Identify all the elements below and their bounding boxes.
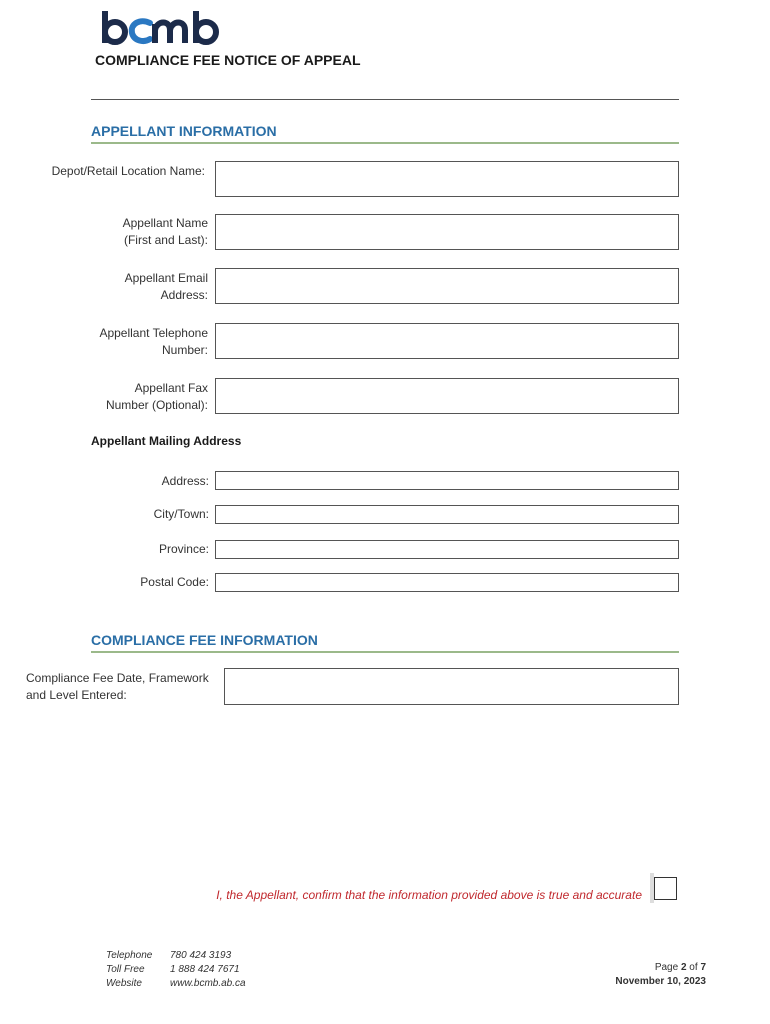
toll-free-value: 1 888 424 7671 bbox=[170, 964, 240, 975]
appellant-email-label: Appellant Email Address: bbox=[124, 271, 208, 302]
city-town-field[interactable] bbox=[215, 505, 679, 524]
appellant-telephone-field[interactable] bbox=[215, 323, 679, 359]
mailing-address-heading: Appellant Mailing Address bbox=[91, 434, 242, 448]
appellant-name-field[interactable] bbox=[215, 214, 679, 250]
postal-code-label: Postal Code: bbox=[140, 575, 209, 589]
page-number: Page 2 of 7 bbox=[654, 962, 706, 973]
telephone-value: 780 424 3193 bbox=[170, 950, 232, 961]
location-name-label: Depot/Retail Location Name: bbox=[51, 164, 205, 178]
appellant-section-rule bbox=[91, 142, 679, 144]
page-info bbox=[560, 961, 706, 989]
province-label: Province: bbox=[158, 542, 209, 556]
address-label: Address: bbox=[161, 474, 209, 488]
appellant-section-heading: APPELLANT INFORMATION bbox=[91, 123, 277, 139]
appellant-telephone-label: Appellant Telephone Number: bbox=[99, 326, 208, 357]
province-field[interactable] bbox=[215, 540, 679, 559]
page-title: COMPLIANCE FEE NOTICE OF APPEAL bbox=[95, 52, 361, 68]
appellant-name-label: Appellant Name (First and Last): bbox=[122, 216, 208, 247]
appellant-fax-field[interactable] bbox=[215, 378, 679, 414]
confirmation-checkbox[interactable] bbox=[654, 877, 677, 900]
website-link[interactable]: www.bcmb.ab.ca bbox=[170, 978, 246, 989]
city-town-label: City/Town: bbox=[153, 507, 209, 521]
website-label: Website bbox=[106, 978, 142, 989]
appellant-fax-label: Appellant Fax Number (Optional): bbox=[105, 381, 208, 412]
document-date: November 10, 2023 bbox=[615, 976, 706, 987]
address-field[interactable] bbox=[215, 471, 679, 490]
footer-values bbox=[170, 949, 290, 991]
appellant-email-field[interactable] bbox=[215, 268, 679, 304]
compliance-fee-field[interactable] bbox=[224, 668, 679, 705]
compliance-section-rule bbox=[91, 651, 679, 653]
bcmb-logo bbox=[100, 8, 230, 48]
header-divider bbox=[91, 99, 679, 100]
postal-code-field[interactable] bbox=[215, 573, 679, 592]
toll-free-label: Toll Free bbox=[106, 964, 145, 975]
compliance-section-heading: COMPLIANCE FEE INFORMATION bbox=[91, 632, 318, 648]
compliance-fee-label: Compliance Fee Date, Framework and Level Entered: bbox=[26, 671, 209, 702]
telephone-label: Telephone bbox=[106, 950, 153, 961]
footer-labels bbox=[106, 949, 166, 991]
location-name-field[interactable] bbox=[215, 161, 679, 197]
confirmation-statement: I, the Appellant, confirm that the information provided above is true and accurate bbox=[216, 888, 642, 902]
